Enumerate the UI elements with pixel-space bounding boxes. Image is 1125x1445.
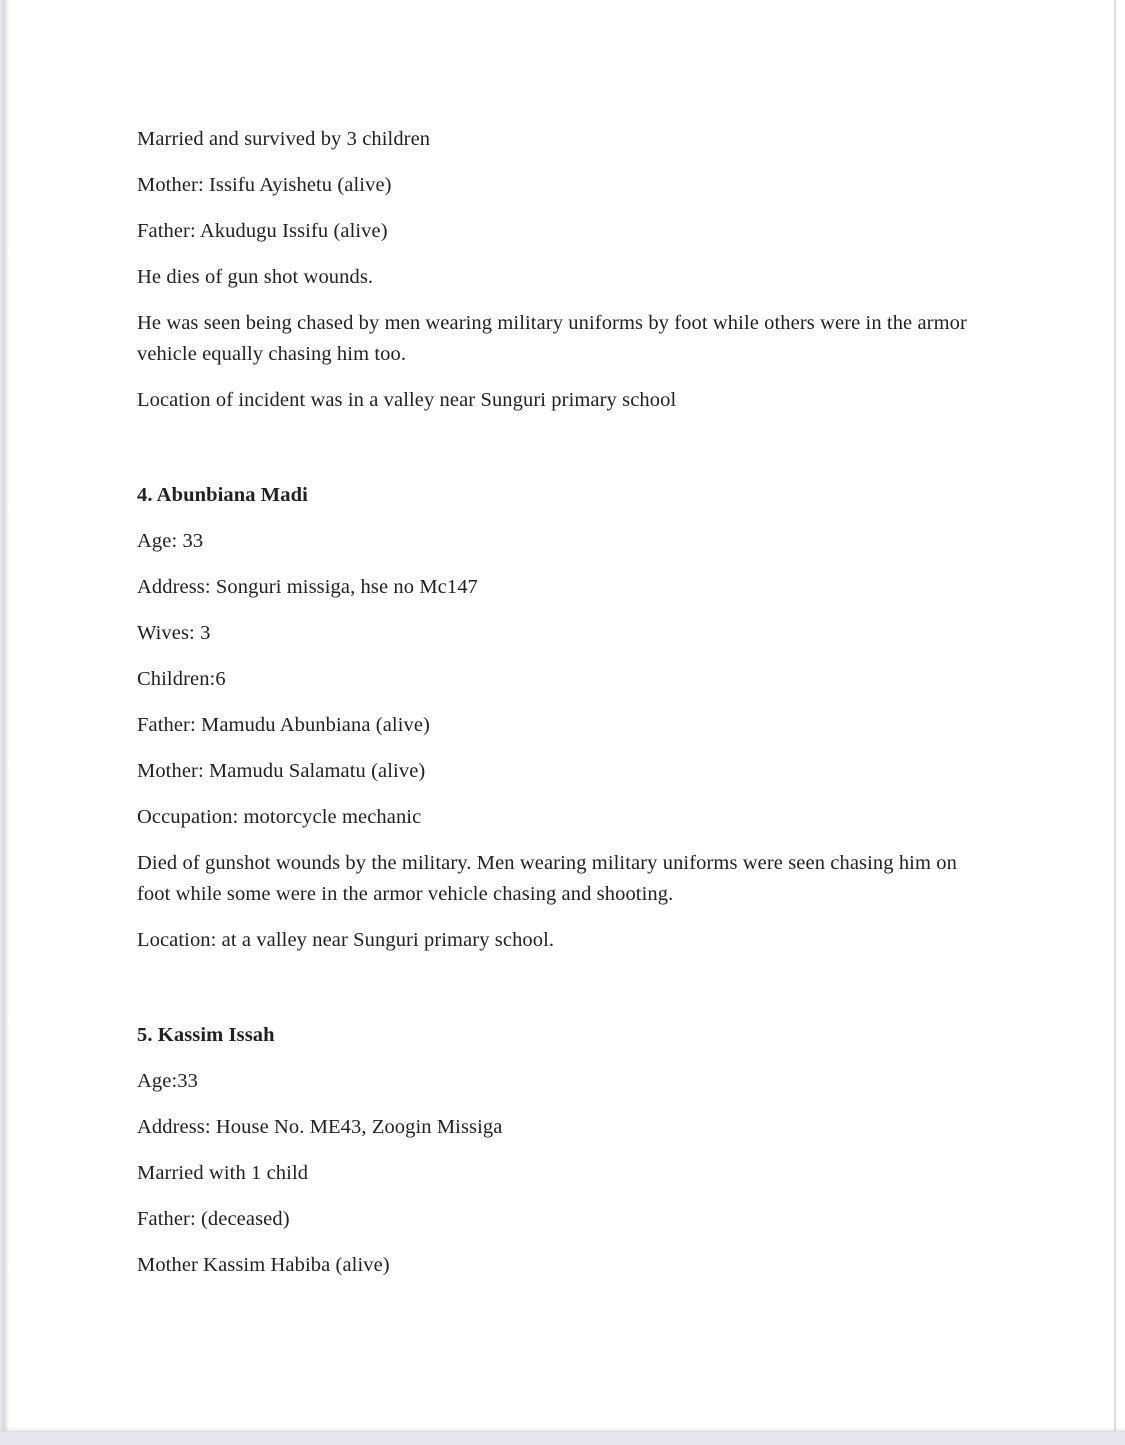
paragraph: Address: Songuri missiga, hse no Mc147: [137, 576, 478, 598]
paragraph: He was seen being chased by men wearing military uniforms by foot while others were in the armor vehicle equally chasing him too.: [137, 312, 967, 365]
paragraph: Died of gunshot wounds by the military. Men wearing military uniforms were seen chasing him on foot while some were in the armor vehicle chasing and shooting.: [137, 852, 957, 905]
page-right-edge: [1114, 0, 1116, 1432]
paragraph: Mother: Mamudu Salamatu (alive): [137, 760, 426, 782]
section-spacer: [137, 971, 988, 1020]
paragraph: Mother: Issifu Ayishetu (alive): [137, 174, 392, 196]
paragraph: Address: House No. ME43, Zoogin Missiga: [137, 1116, 503, 1138]
paragraph: Married with 1 child: [137, 1162, 309, 1184]
paragraph: Father: Mamudu Abunbiana (alive): [137, 714, 430, 736]
paragraph: Children:6: [137, 668, 226, 690]
paragraph: He dies of gun shot wounds.: [137, 266, 374, 288]
paragraph: Wives: 3: [137, 622, 211, 644]
paragraph: Age:33: [137, 1070, 198, 1092]
paragraph: Occupation: motorcycle mechanic: [137, 806, 422, 828]
paragraph: Location: at a valley near Sunguri primary school.: [137, 929, 555, 951]
section-heading: 4. Abunbiana Madi: [137, 484, 308, 506]
paragraph: Father: (deceased): [137, 1208, 290, 1230]
paragraph: Mother Kassim Habiba (alive): [137, 1254, 390, 1276]
paragraph: Age: 33: [137, 530, 204, 552]
section-spacer: [137, 431, 988, 480]
page-left-edge: [0, 0, 9, 1432]
paragraph: Father: Akudugu Issifu (alive): [137, 220, 388, 242]
paragraph: Location of incident was in a valley near Sunguri primary school: [137, 389, 677, 411]
section-heading: 5. Kassim Issah: [137, 1024, 275, 1046]
viewer-bottom-bar: [0, 1431, 1125, 1445]
paragraph: Married and survived by 3 children: [137, 128, 431, 150]
